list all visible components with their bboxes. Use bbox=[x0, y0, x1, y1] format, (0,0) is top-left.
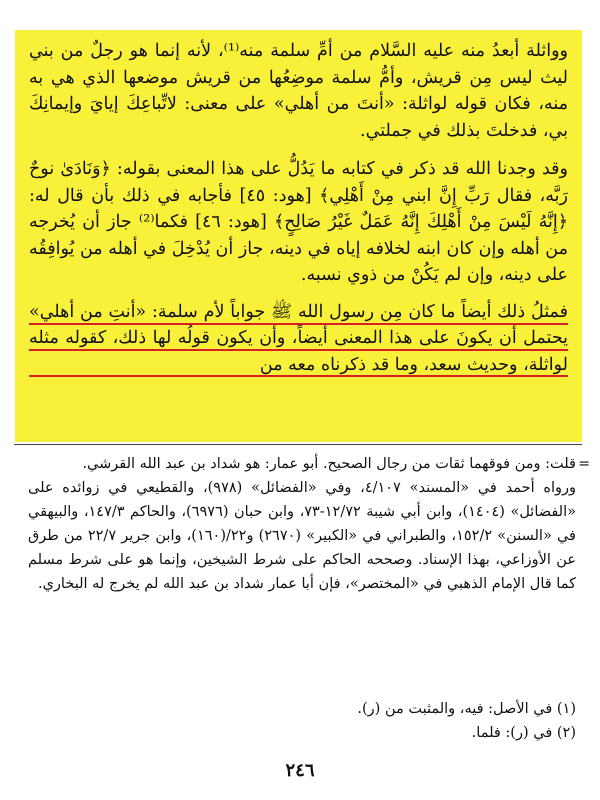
footnote-line-1: قلت: ومن فوقهما ثقات من رجال الصحيح. أبو عمار: هو شداد بن عبد الله القرشي. bbox=[82, 456, 576, 472]
footnote-continuation bbox=[28, 452, 590, 596]
red-underline-2 bbox=[29, 349, 568, 351]
underlined-paragraph bbox=[29, 299, 568, 379]
footnote-note-2: (٢) في (ر): فلما. bbox=[471, 725, 576, 741]
highlighted-main-text bbox=[15, 30, 582, 442]
page-number: ٢٤٦ bbox=[285, 760, 315, 781]
main-paragraph-2: وقد وجدنا الله قد ذكر في كتابه ما يَدُلُّ على هذا المعنى بقوله: ﴿وَنَادَىٰ نوحٌ رَبَّه، فقال رَبِّ إِنَّ ابني مِنْ أَهْلِي﴾ [هود: ٤٥] فأجابه في ذلك بأن قال له: ﴿إِنَّهُ لَيْسَ مِنْ أَهْلِكَ إِنَّهُ عَمَلٌ غَيْرُ صَالِحٍ﴾ [هود: ٤٦] فكما⁽²⁾ جاز أن يُخرجه من أهله وإن كان ابنه لخلافه إياه في دينه، جاز أن يُدْخِلَ في أهله من يُوافِقُه على دينه، وإن لم يَكُنْ من ذوي نسبه. bbox=[29, 159, 569, 285]
red-underline-3 bbox=[29, 375, 568, 377]
main-paragraph-3: فمثلُ ذلك أيضاً ما كان مِن رسول الله ﷺ جواباً لأم سلمة: «أنتِ من أهلي» يحتمل أن يكونَ على هذا المعنى أيضاً، وأن يكون قولُه لها ذلك، كقوله مثله لواثلة، وحديث سعد، وما قد ذكرناه معه من bbox=[29, 301, 568, 375]
footnote-divider bbox=[14, 444, 582, 445]
footnote-note-1: (١) في الأصل: فيه، والمثبت من (ر). bbox=[357, 701, 576, 717]
main-paragraph-1: وواثلة أبعدُ منه عليه السَّلام من أمِّ سلمة منه⁽¹⁾، لأنه إنما هو رجلٌ من بني ليث ليس مِن قريش، وأمُّ سلمة موضِعُها من قريش موضعها الذي هي به منه، فكان قوله لواثلة: «أنتَ من أهلي» على معنى: لاتِّباعِكَ إيايَ وإيمانِكَ بي، فدخلتَ بذلك في جملتي. bbox=[29, 41, 568, 141]
red-underline-1 bbox=[29, 323, 568, 325]
footnote-line-2: ورواه أحمد في «المسند» ٤/١٠٧، وفي «الفضائل» (٩٧٨)، والقطيعي في زوائده على «الفضائل» (١٤٠٤)، وابن أبي شيبة ١٢/٧٢-٧٣، وابن حبان (٦٩٧٦)، والحاكم ١٤٧/٣، والبيهقي في «السنن» ١٥٢/٢، والطبراني في «الكبير» (٢٦٧٠) و٢٢/(١٦٠)، وابن جرير ٢٢/٧ من طرق عن الأوزاعي، بهذا الإسناد. وصححه الحاكم على شرط الشيخين، وإنما هو على شرط مسلم كما قال الإمام الذهبي في «المختصر»، فإن أبا عمار شداد بن عبد الله لم يخرج له البخاري. bbox=[28, 480, 576, 592]
continuation-marker: = bbox=[578, 456, 590, 472]
footnote-notes bbox=[36, 697, 576, 745]
